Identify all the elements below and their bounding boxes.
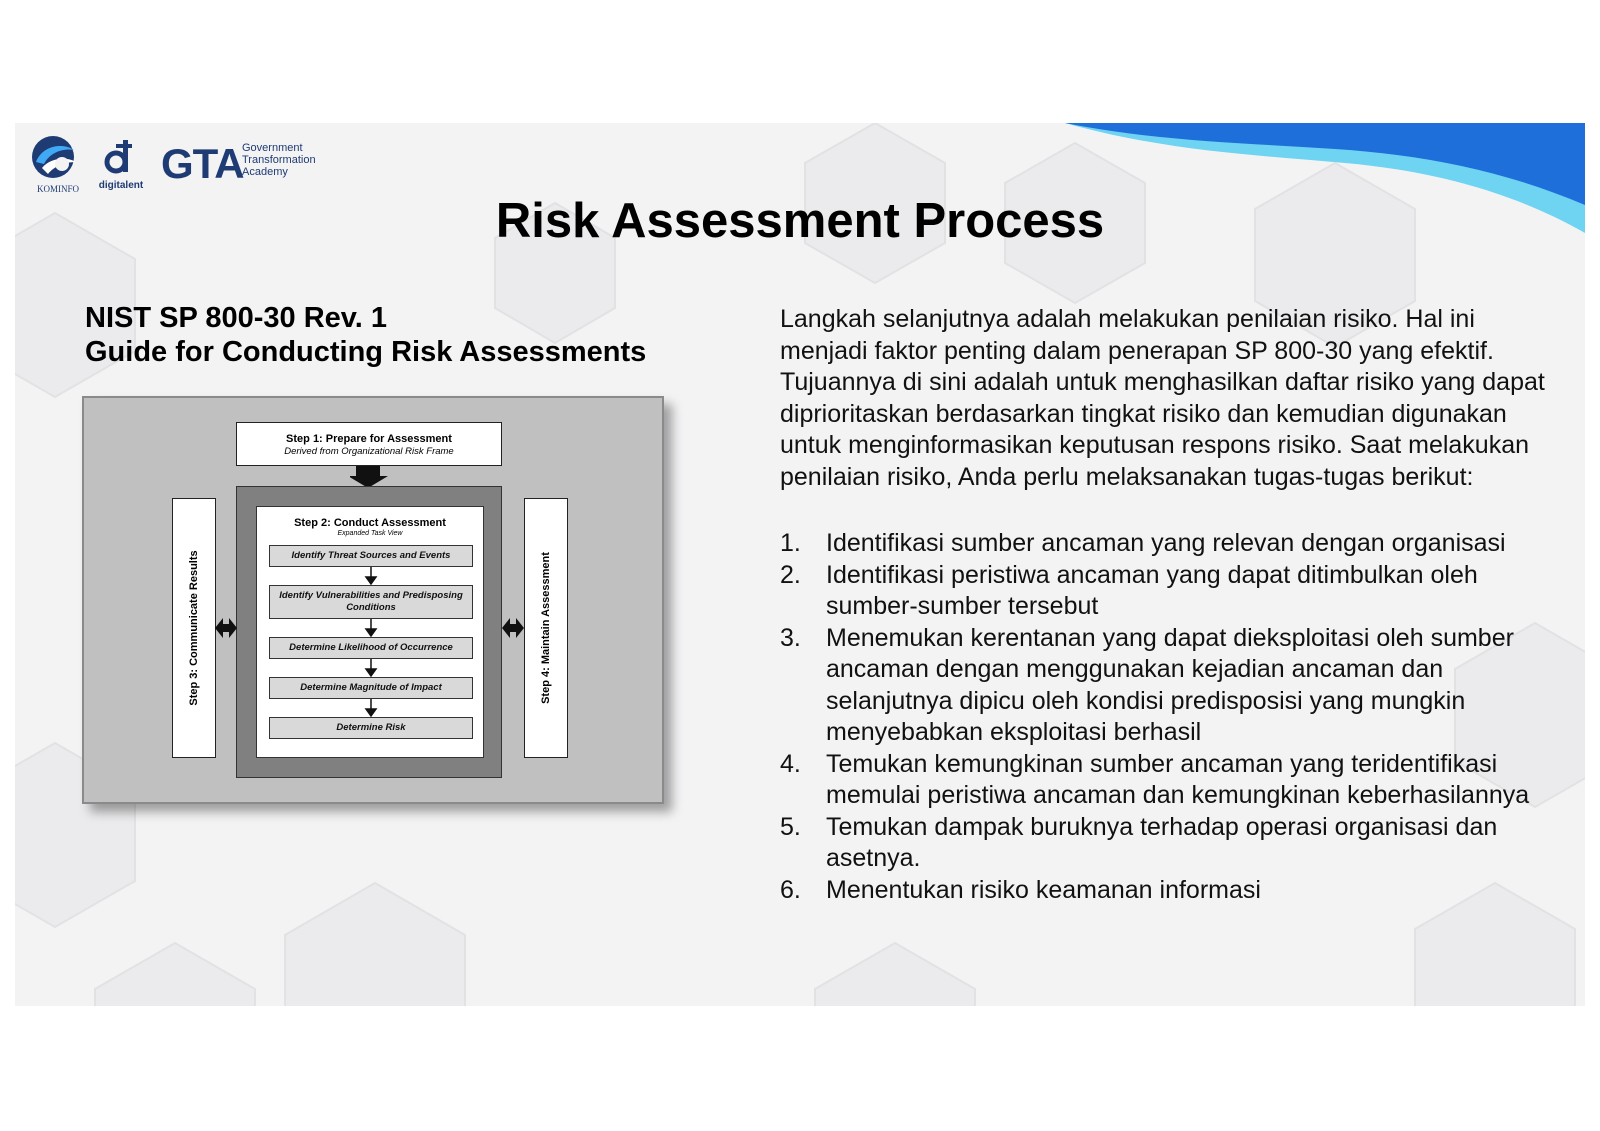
task-identify-vulnerabilities: Identify Vulnerabilities and Predisposing Conditions	[269, 585, 473, 619]
risk-assessment-diagram	[82, 396, 664, 804]
task-flow-arrows-icon	[257, 507, 485, 759]
digitalent-label: digitalent	[98, 180, 144, 191]
step1-subtitle: Derived from Organizational Risk Frame	[284, 446, 454, 457]
list-item	[780, 812, 1570, 875]
list-text: Menentukan risiko keamanan informasi	[826, 875, 1261, 904]
list-number: 5.	[780, 812, 801, 841]
list-text: Identifikasi peristiwa ancaman yang dapat ditimbulkan oleh sumber-sumber tersebut	[826, 560, 1478, 620]
step2-box	[256, 506, 484, 758]
step1-title: Step 1: Prepare for Assessment	[286, 433, 452, 445]
gta-logo-word: GTA	[161, 140, 244, 187]
list-text: Menemukan kerentanan yang dapat dieksploitasi oleh sumber ancaman dengan menggunakan kejadian ancaman dan selanjutnya dipicu oleh kondisi predisposisi yang mungkin menyebabkan eksploitasi berhasil	[826, 623, 1514, 746]
step4-label: Step 4: Maintain Assessment	[540, 552, 552, 704]
task-determine-likelihood: Determine Likelihood of Occurrence	[269, 637, 473, 659]
list-item	[780, 623, 1570, 749]
double-arrow-right-icon	[502, 614, 524, 642]
logo-group	[28, 134, 328, 194]
list-item	[780, 528, 1570, 560]
kominfo-label: KOMINFO	[36, 184, 79, 194]
heading-line-2: Guide for Conducting Risk Assessments	[85, 336, 647, 368]
list-number: 1.	[780, 529, 801, 557]
step3-label: Step 3: Communicate Results	[188, 550, 200, 706]
list-item	[780, 875, 1570, 907]
step2-subtitle: Expanded Task View	[337, 530, 403, 537]
step3-box	[172, 498, 216, 758]
step4-box	[524, 498, 568, 758]
list-item	[780, 749, 1570, 812]
list-text: Temukan kemungkinan sumber ancaman yang teridentifikasi memulai peristiwa ancaman dan kemungkinan keberhasilannya	[826, 749, 1530, 809]
gta-subtitle: Government Transformation Academy	[242, 142, 316, 178]
double-arrow-left-icon	[215, 614, 237, 642]
intro-paragraph: Langkah selanjutnya adalah melakukan penilaian risiko. Hal ini menjadi faktor penting dalam penerapan SP 800-30 yang efektif. Tujuannya di sini adalah untuk menghasilkan daftar risiko yang dapat diprioritaskan berdasarkan tingkat risiko dan kemudian digunakan untuk menginformasikan keputusan respons risiko. Saat melakukan penilaian risiko, Anda perlu melaksanakan tugas-tugas berikut:	[780, 305, 1545, 491]
step1-box	[236, 422, 502, 466]
list-text: Identifikasi sumber ancaman yang relevan dengan organisasi	[826, 529, 1506, 557]
down-arrow-icon	[350, 466, 390, 488]
list-number: 6.	[780, 875, 801, 904]
step2-title: Step 2: Conduct Assessment	[294, 517, 446, 529]
task-list	[780, 528, 1570, 906]
page-title: Risk Assessment Process	[495, 194, 1105, 248]
heading-line-1: NIST SP 800-30 Rev. 1	[85, 302, 387, 334]
list-text: Temukan dampak buruknya terhadap operasi organisasi dan asetnya.	[826, 812, 1498, 872]
list-number: 2.	[780, 560, 801, 589]
task-identify-threats: Identify Threat Sources and Events	[269, 545, 473, 567]
list-number: 3.	[780, 623, 801, 652]
list-item	[780, 560, 1570, 623]
task-determine-impact: Determine Magnitude of Impact	[269, 677, 473, 699]
list-number: 4.	[780, 749, 801, 778]
section-heading	[85, 301, 646, 369]
task-determine-risk: Determine Risk	[269, 717, 473, 739]
